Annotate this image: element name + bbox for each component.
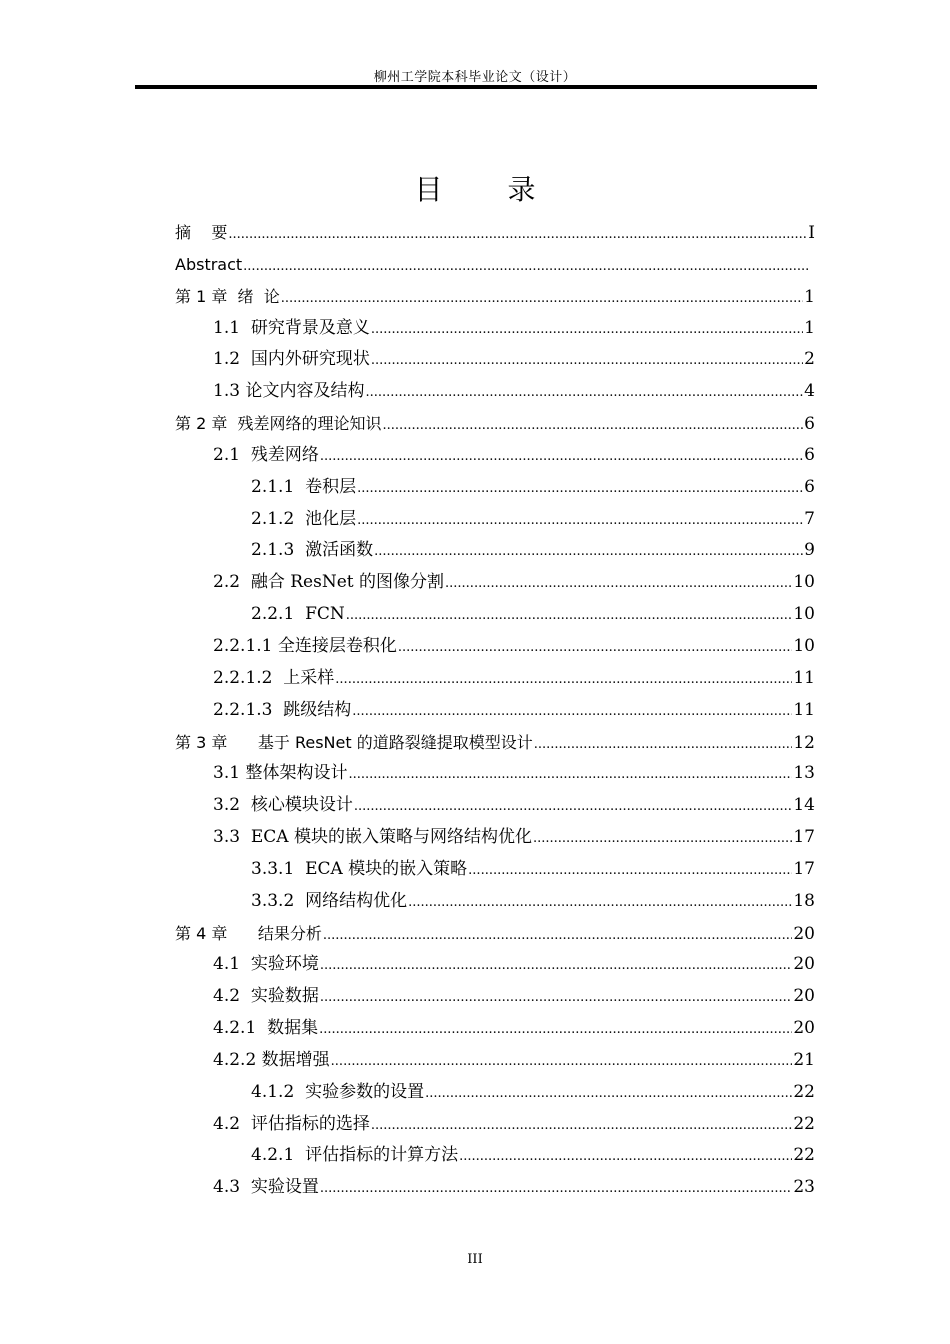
toc-entry[interactable] bbox=[175, 1109, 815, 1141]
dot-leader bbox=[352, 696, 792, 727]
dot-leader bbox=[371, 345, 803, 376]
dot-leader bbox=[354, 791, 793, 822]
toc-entry[interactable] bbox=[175, 981, 815, 1013]
dot-leader bbox=[319, 1014, 792, 1045]
toc-entry[interactable] bbox=[175, 1172, 815, 1204]
dot-leader bbox=[348, 759, 792, 790]
toc-entry[interactable] bbox=[175, 1045, 815, 1077]
toc-entry[interactable] bbox=[175, 822, 815, 854]
toc-entry-page: 20 bbox=[793, 923, 815, 944]
toc-entry-page: 10 bbox=[793, 572, 815, 593]
toc-entry-page: 20 bbox=[793, 954, 815, 975]
toc-entry[interactable] bbox=[175, 472, 815, 504]
dot-leader bbox=[365, 377, 803, 408]
toc-entry-title: 1.2 国内外研究现状 bbox=[213, 349, 370, 370]
toc-entry[interactable] bbox=[175, 695, 815, 727]
toc-entry-title: 2.1.3 激活函数 bbox=[251, 540, 374, 561]
toc-entry[interactable] bbox=[175, 313, 815, 345]
dot-leader bbox=[459, 1141, 792, 1172]
dot-leader bbox=[468, 855, 792, 886]
toc-entry-page: 17 bbox=[793, 858, 815, 879]
toc-entry[interactable] bbox=[175, 504, 815, 536]
toc-entry-title: 3.3 ECA 模块的嵌入策略与网络结构优化 bbox=[213, 827, 532, 848]
toc-entry[interactable] bbox=[175, 344, 815, 376]
toc-entry-title: 3.1 整体架构设计 bbox=[213, 763, 348, 784]
toc-entry-page: 9 bbox=[804, 540, 815, 561]
toc-entry[interactable] bbox=[175, 631, 815, 663]
toc-entry-title: 第 1 章 绪 论 bbox=[175, 286, 280, 306]
toc-entry-page: 6 bbox=[804, 444, 815, 465]
toc-entry-title: 摘 要 bbox=[175, 223, 228, 242]
dot-leader bbox=[320, 1173, 793, 1204]
toc-entry-page: 1 bbox=[804, 286, 815, 307]
toc-entry[interactable] bbox=[175, 567, 815, 599]
page-number: III bbox=[467, 1252, 483, 1267]
toc-entry-page: 23 bbox=[793, 1177, 815, 1198]
toc-entry-title: 3.2 核心模块设计 bbox=[213, 795, 353, 816]
toc-entry-page: 4 bbox=[804, 381, 815, 402]
toc-entry-page: 22 bbox=[793, 1113, 815, 1134]
dot-leader bbox=[357, 473, 803, 504]
toc-entry[interactable] bbox=[175, 408, 815, 440]
dot-leader bbox=[320, 950, 793, 981]
dot-leader bbox=[346, 600, 793, 631]
toc-entry[interactable] bbox=[175, 758, 815, 790]
toc-entry-page: 6 bbox=[804, 414, 815, 435]
toc-entry-page: 10 bbox=[793, 635, 815, 656]
toc-entry-title: 2.2.1.2 上采样 bbox=[213, 667, 335, 688]
toc-entry-page: 22 bbox=[793, 1081, 815, 1102]
dot-leader bbox=[323, 920, 792, 950]
dot-leader bbox=[383, 410, 804, 440]
toc-entry[interactable] bbox=[175, 281, 815, 313]
dot-leader bbox=[371, 1110, 793, 1141]
toc-entry-page: 2 bbox=[804, 349, 815, 370]
dot-leader bbox=[533, 823, 792, 854]
dot-leader bbox=[398, 632, 792, 663]
toc-entry-title: 1.3 论文内容及结构 bbox=[213, 381, 365, 402]
toc-entry-page: 20 bbox=[793, 1018, 815, 1039]
toc-entry-title: 第 4 章 结果分析 bbox=[175, 923, 322, 943]
dot-leader bbox=[445, 568, 792, 599]
page-header: 柳州工学院本科毕业论文（设计） bbox=[373, 70, 577, 85]
toc-entry-title: 2.2.1.3 跳级结构 bbox=[213, 699, 352, 720]
toc-entry-title: 4.3 实验设置 bbox=[213, 1177, 319, 1198]
toc-title: 目 录 bbox=[414, 173, 564, 206]
toc-entry-page: 7 bbox=[804, 508, 815, 529]
toc-entry-title: 2.1.1 卷积层 bbox=[251, 476, 357, 497]
dot-leader bbox=[320, 982, 793, 1013]
dot-leader bbox=[408, 887, 792, 918]
toc-entry-title: 1.1 研究背景及意义 bbox=[213, 317, 370, 338]
toc-entry-title: 2.2 融合 ResNet 的图像分割 bbox=[213, 572, 445, 593]
toc-entry-title: 第 2 章 残差网络的理论知识 bbox=[175, 414, 382, 434]
toc-entry-page: 17 bbox=[793, 827, 815, 848]
toc-entry[interactable] bbox=[175, 535, 815, 567]
dot-leader bbox=[281, 283, 803, 313]
toc-entry[interactable] bbox=[175, 249, 815, 281]
toc-entry-page: 21 bbox=[793, 1049, 815, 1070]
toc-entry-page: 11 bbox=[793, 699, 815, 720]
toc-entry-page: 11 bbox=[793, 667, 815, 688]
table-of-contents bbox=[175, 217, 815, 1204]
dot-leader bbox=[320, 441, 803, 472]
toc-entry-title: 4.2.1 数据集 bbox=[213, 1018, 319, 1039]
toc-entry[interactable] bbox=[175, 1077, 815, 1109]
toc-entry[interactable] bbox=[175, 599, 815, 631]
toc-entry-page: 22 bbox=[793, 1145, 815, 1166]
toc-entry[interactable] bbox=[175, 918, 815, 950]
toc-entry-title: 2.1 残差网络 bbox=[213, 444, 319, 465]
toc-entry[interactable] bbox=[175, 949, 815, 981]
toc-entry-title: 4.2.2 数据增强 bbox=[213, 1049, 330, 1070]
toc-entry-page: 10 bbox=[793, 604, 815, 625]
toc-entry[interactable] bbox=[175, 217, 815, 249]
toc-entry-title: 4.2 实验数据 bbox=[213, 986, 319, 1007]
toc-entry-title: 2.2.1 FCN bbox=[251, 604, 345, 625]
toc-entry-page: 12 bbox=[793, 732, 815, 753]
toc-entry[interactable] bbox=[175, 727, 815, 759]
toc-entry-title: 2.1.2 池化层 bbox=[251, 508, 357, 529]
toc-entry-title: 3.3.1 ECA 模块的嵌入策略 bbox=[251, 858, 468, 879]
toc-entry[interactable] bbox=[175, 886, 815, 918]
toc-entry-page: 6 bbox=[804, 476, 815, 497]
dot-leader bbox=[374, 536, 803, 567]
toc-entry[interactable] bbox=[175, 1013, 815, 1045]
toc-entry-page: 20 bbox=[793, 986, 815, 1007]
toc-entry[interactable] bbox=[175, 1140, 815, 1172]
toc-entry-title: 第 3 章 基于 ResNet 的道路裂缝提取模型设计 bbox=[175, 732, 533, 752]
toc-entry[interactable] bbox=[175, 854, 815, 886]
toc-entry-title: 4.1.2 实验参数的设置 bbox=[251, 1081, 425, 1102]
dot-leader bbox=[357, 505, 803, 536]
toc-entry-page: 14 bbox=[793, 795, 815, 816]
toc-entry-page: 18 bbox=[793, 890, 815, 911]
toc-entry-title: 4.2.1 评估指标的计算方法 bbox=[251, 1145, 459, 1166]
dot-leader bbox=[534, 729, 793, 759]
toc-entry-page: 13 bbox=[793, 763, 815, 784]
dot-leader bbox=[371, 314, 803, 345]
toc-entry-title: 4.2 评估指标的选择 bbox=[213, 1113, 370, 1134]
toc-entry-title: Abstract bbox=[175, 254, 243, 274]
toc-entry[interactable] bbox=[175, 440, 815, 472]
dot-leader bbox=[243, 251, 808, 281]
toc-entry[interactable] bbox=[175, 790, 815, 822]
dot-leader bbox=[228, 219, 807, 249]
header-rule bbox=[135, 85, 817, 89]
toc-entry[interactable] bbox=[175, 663, 815, 695]
toc-entry-title: 2.2.1.1 全连接层卷积化 bbox=[213, 635, 397, 656]
toc-entry-title: 4.1 实验环境 bbox=[213, 954, 319, 975]
toc-entry[interactable] bbox=[175, 376, 815, 408]
toc-entry-title: 3.3.2 网络结构优化 bbox=[251, 890, 408, 911]
dot-leader bbox=[335, 664, 792, 695]
toc-entry-page: 1 bbox=[804, 317, 815, 338]
toc-entry-page: I bbox=[808, 223, 815, 243]
dot-leader bbox=[331, 1046, 793, 1077]
dot-leader bbox=[425, 1078, 792, 1109]
